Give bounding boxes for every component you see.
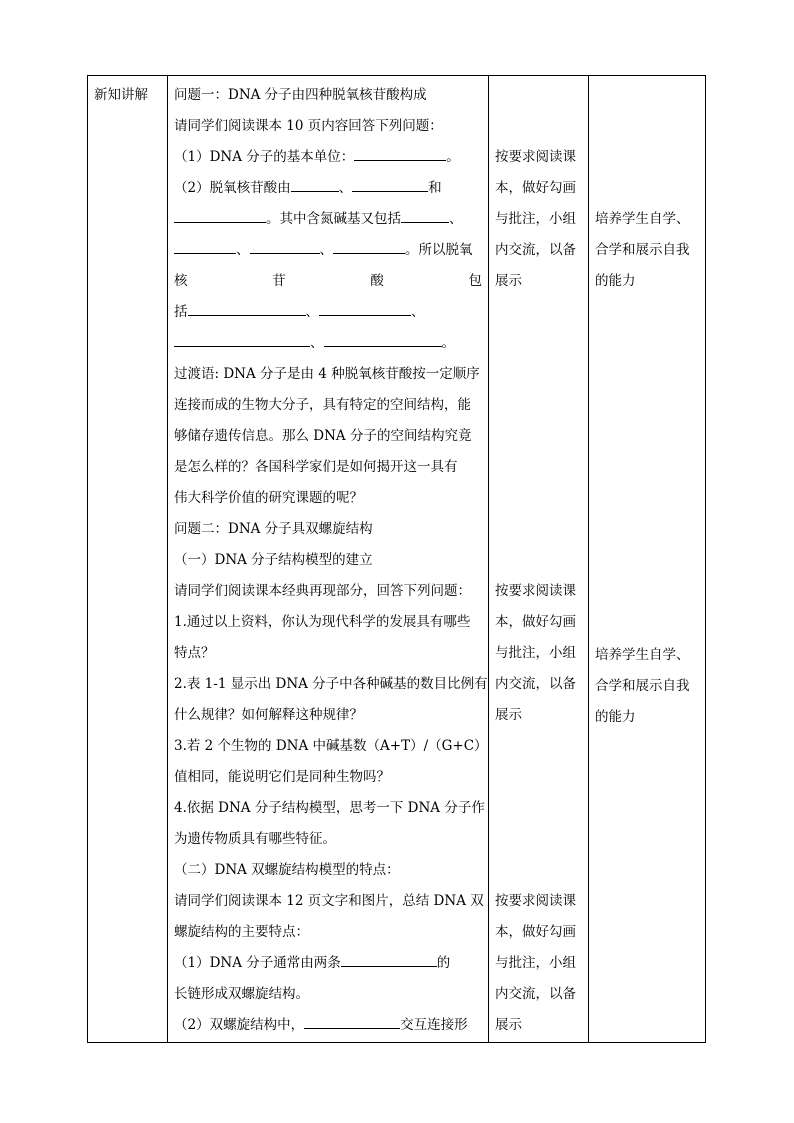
student-activity-block-3 <box>495 886 587 1041</box>
item-text: 交互连接形 <box>400 1017 468 1033</box>
student-activity-block-1 <box>495 142 587 297</box>
question-two-subtitle: （一）DNA 分子结构模型的建立 <box>174 552 373 568</box>
activity-text: 按要求阅读课 <box>495 149 576 165</box>
activity-text: 与批注，小组 <box>495 211 576 227</box>
transition-text: 连接而成的生物大分子，具有特定的空间结构，能 <box>174 397 471 413</box>
answer-blank[interactable] <box>174 204 266 223</box>
transition-text: 是怎么样的？各国科学家们是如何揭开这一具有 <box>174 459 458 475</box>
activity-text: 按要求阅读课 <box>495 893 576 909</box>
activity-text: 内交流，以备 <box>495 986 576 1002</box>
item-text: 和 <box>428 180 442 196</box>
item-text: 、 <box>310 335 324 351</box>
item-text: 。其中含氮碱基又包括 <box>266 211 401 227</box>
item-text: 的 <box>436 955 451 971</box>
activity-text: 与批注，小组 <box>495 645 576 661</box>
item-text: 、 <box>449 211 463 227</box>
design-intent-block-1 <box>595 204 705 297</box>
intent-text: 的能力 <box>595 273 636 289</box>
question-one-item2-cont <box>174 204 482 235</box>
activity-text: 本，做好勾画 <box>495 180 576 196</box>
question-one-item2-cont3 <box>174 297 482 328</box>
question-two-point2 <box>174 1010 482 1041</box>
intent-text: 培养学生自学、 <box>595 647 690 663</box>
question-two-item: 1.通过以上资料，你认为现代科学的发展具有哪些 <box>174 614 471 630</box>
column-divider <box>588 76 589 1042</box>
answer-blank[interactable] <box>333 235 405 254</box>
answer-blank[interactable] <box>319 297 411 316</box>
item-text: 。 <box>446 149 460 165</box>
item-text: 。所以脱氧 <box>405 242 473 258</box>
answer-blank[interactable] <box>401 204 449 223</box>
item-text: 包 <box>468 273 482 289</box>
answer-blank[interactable] <box>324 328 442 347</box>
activity-text: 内交流，以备 <box>495 242 576 258</box>
item-text: 。 <box>441 335 455 351</box>
design-intent-block-2 <box>595 640 705 733</box>
question-two-intro2: 请同学们阅读课本 12 页文字和图片，总结 DNA 双 <box>174 893 484 909</box>
answer-blank[interactable] <box>188 297 306 316</box>
activity-text: 本，做好勾画 <box>495 924 576 940</box>
item-text: 核 <box>174 273 188 289</box>
question-one-item2-cont4 <box>174 328 482 359</box>
answer-blank[interactable] <box>174 235 236 254</box>
answer-blank[interactable] <box>304 1010 400 1029</box>
activity-text: 展示 <box>495 1017 522 1033</box>
question-two-title: 问题二：DNA 分子具双螺旋结构 <box>174 521 373 537</box>
activity-text: 展示 <box>495 707 522 723</box>
answer-blank[interactable] <box>250 235 320 254</box>
question-one-item2 <box>174 173 482 204</box>
activity-text: 内交流，以备 <box>495 676 576 692</box>
question-two-item: 2.表 1-1 显示出 DNA 分子中各种碱基的数目比例有 <box>174 676 488 692</box>
item-text: 、 <box>319 242 333 258</box>
question-two-item: 为遗传物质具有哪些特征。 <box>174 831 336 847</box>
answer-blank[interactable] <box>291 173 339 192</box>
intent-text: 合学和展示自我 <box>595 242 690 258</box>
item-text: 、 <box>236 242 250 258</box>
item-text: 、 <box>338 180 353 196</box>
column-divider <box>488 76 489 1042</box>
question-one-justified-line <box>174 266 482 297</box>
intent-text: 的能力 <box>595 709 636 725</box>
answer-blank[interactable] <box>352 173 428 192</box>
item-text: （2）脱氧核苷酸由 <box>174 180 291 196</box>
question-two-item: 4.依据 DNA 分子结构模型，思考一下 DNA 分子作 <box>174 800 485 816</box>
item-text: 苷 <box>272 273 286 289</box>
question-two-item: 值相同，能说明它们是同种生物吗？ <box>174 769 390 785</box>
question-two-point1-cont: 长链形成双螺旋结构。 <box>174 986 309 1002</box>
question-two-intro2: 螺旋结构的主要特点： <box>174 924 309 940</box>
answer-blank[interactable] <box>354 142 446 161</box>
transition-text: 够储存遗传信息。那么 DNA 分子的空间结构究竟 <box>174 428 472 444</box>
content-column <box>174 80 488 1041</box>
intent-text: 合学和展示自我 <box>595 678 690 694</box>
item-text: （1）DNA 分子的基本单位： <box>174 149 355 165</box>
question-one-intro: 请同学们阅读课本 10 页内容回答下列问题： <box>174 118 443 134</box>
item-text: 、 <box>411 304 425 320</box>
activity-text: 展示 <box>495 273 522 289</box>
intent-text: 培养学生自学、 <box>595 211 690 227</box>
answer-blank[interactable] <box>341 948 437 967</box>
lesson-table <box>87 75 706 1043</box>
item-text: 括 <box>174 304 188 320</box>
transition-text: 过渡语: DNA 分子是由 4 种脱氧核苷酸按一定顺序 <box>174 366 480 382</box>
question-two-subtitle2: （二）DNA 双螺旋结构模型的特点： <box>174 862 400 878</box>
item-text: 、 <box>305 304 319 320</box>
section-label-text: 新知讲解 <box>94 87 148 103</box>
activity-text: 本，做好勾画 <box>495 614 576 630</box>
activity-text: 与批注，小组 <box>495 955 576 971</box>
student-activity-block-2 <box>495 576 587 731</box>
question-two-item: 什么规律？如何解释这种规律？ <box>174 707 363 723</box>
question-one-item1 <box>174 142 482 173</box>
question-two-item: 特点？ <box>174 645 215 661</box>
activity-text: 按要求阅读课 <box>495 583 576 599</box>
item-text: （1）DNA 分子通常由两条 <box>174 955 341 971</box>
item-text: 酸 <box>370 273 384 289</box>
transition-text: 伟大科学价值的研究课题的呢？ <box>174 490 363 506</box>
question-one-item2-cont2 <box>174 235 482 266</box>
question-two-intro: 请同学们阅读课本经典再现部分，回答下列问题： <box>174 583 471 599</box>
answer-blank[interactable] <box>174 328 310 347</box>
section-label <box>94 80 148 111</box>
column-divider <box>167 76 168 1042</box>
item-text: （2）双螺旋结构中， <box>174 1017 305 1033</box>
question-two-item: 3.若 2 个生物的 DNA 中碱基数（A+T）/（G+C） <box>174 738 488 754</box>
question-two-point1 <box>174 948 482 979</box>
question-one-title: 问题一：DNA 分子由四种脱氧核苷酸构成 <box>174 87 427 103</box>
